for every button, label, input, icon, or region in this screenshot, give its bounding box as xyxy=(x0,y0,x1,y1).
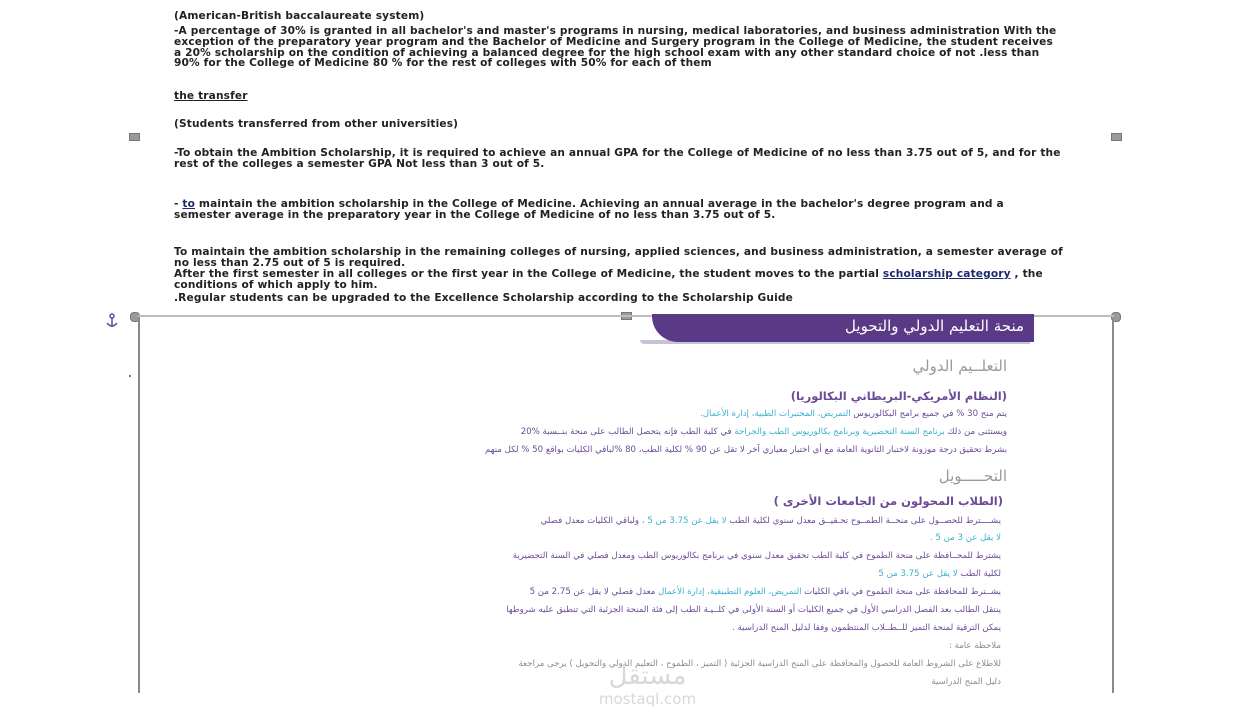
line4-part-a: يشــــترط للحصــول على منحــة الطمــوح تحـقيــق معدل سنوي لكلية الطب xyxy=(726,516,1001,526)
anchor-icon[interactable] xyxy=(104,313,120,329)
line1-part-b: التمريض، المختبرات الطبية، إدارة الأعمال. xyxy=(699,409,851,419)
arabic-line-10: يمكن الترقية لمنحة التميز للــطــلاب المنتظمون وفقا لدليل المنح الدراسية . xyxy=(732,623,1001,633)
para3-prefix: - xyxy=(174,198,183,210)
para5-end: , the conditions of which apply to him. xyxy=(174,268,1043,291)
frame-right-border xyxy=(1112,318,1114,693)
line8-part-c: معدل فصلي لا يقل عن 2.75 من 5 xyxy=(529,587,656,597)
line2-part-c: في كلية الطب فإنه يتحصل الطالب على منحة بنــسبة %20 xyxy=(520,427,735,437)
arabic-line-4 xyxy=(541,516,1001,526)
line1-part-a: يتم منح 30 % في جميع برامج البكالوريوس xyxy=(850,409,1007,419)
line7-part-a: لكلية الطب xyxy=(957,569,1001,579)
transfer-title: the transfer xyxy=(174,90,248,102)
mostaql-watermark xyxy=(575,662,720,712)
watermark-latin: mostaql.com xyxy=(598,690,697,708)
paragraph-ambition-obtain: -To obtain the Ambition Scholarship, it is required to achieve an annual GPA for the College of Medicine of no less than 3.75 out of 5, and for the rest of the colleges a semester GPA Not less than 3 out of 5. xyxy=(174,147,1061,170)
transfer-subtitle: (Students transferred from other universities) xyxy=(174,118,459,130)
paragraph-excellence: .Regular students can be upgraded to the Excellence Scholarship according to the Scholarship Guide xyxy=(174,292,793,304)
resize-handle-top-left[interactable] xyxy=(129,133,140,141)
arabic-line-12: دليل المنح الدراسية xyxy=(931,677,1001,687)
arabic-line-1 xyxy=(700,409,1007,419)
transfer-title-arabic: التحـــــويل xyxy=(938,467,1007,485)
arabic-line-7 xyxy=(878,569,1001,579)
arabic-line-2 xyxy=(521,427,1007,437)
para5-start: After the first semester in all colleges or the first year in the College of Medicine, the student moves to the partial xyxy=(174,268,883,280)
arabic-line-9: ينتقل الطالب بعد الفصل الدراسي الأول في جميع الكليات أو السنة الأولى في كلــيـة الطب إلى فئة المنحة الجزئية التي تنطبق عليه شروطها xyxy=(506,605,1001,615)
general-note-title: ملاحظة عامة : xyxy=(948,641,1001,651)
paragraph-percentage: -A percentage of 30% is granted in all bachelor's and master's programs in nursing, medical laboratories, and business administration With the exception of the preparatory year program and the Bachelor of Medicine and Surgery program in the College of Medicine, the student receives a 20% scholarship on the condition of achieving a balanced degree for the high school exam with any other standard choice of not .less than 90% for the College of Medicine 80 % for the rest of colleges with 50% for each of them xyxy=(174,25,1057,70)
para3-underlined-word: to xyxy=(182,198,196,210)
line2-part-a: ويستثنى من ذلك xyxy=(944,427,1007,437)
arabic-line-5: لا يقل عن 3 من 5 . xyxy=(929,533,1001,543)
intl-education-title: التعلــيم الدولي xyxy=(912,357,1007,375)
arabic-banner xyxy=(652,314,1034,342)
paragraph-ambition-other: To maintain the ambition scholarship in the remaining colleges of nursing, applied sciences, and business administration, a semester average of no less than 2.75 out of 5 is required. xyxy=(174,246,1063,269)
line4-part-c: ولباقي الكليات معدل فصلي xyxy=(540,516,640,526)
paragraph-partial-move xyxy=(174,269,1064,291)
paragraph-ambition-medicine xyxy=(174,199,1064,221)
resize-handle-top-right[interactable] xyxy=(1111,133,1122,141)
line8-part-b: التمريض، العلوم التطبيقية، إدارة الأعمال xyxy=(655,587,802,597)
watermark-arabic: مستقل xyxy=(608,661,687,691)
transfer-subtitle-arabic: (الطلاب المحولون من الجامعات الأخرى ) xyxy=(773,494,1003,508)
line2-part-b: برنامج السنة التحضيرية وبرنامج بكالوريوس الطب والجراحة xyxy=(734,427,945,437)
scholarship-category-link[interactable]: scholarship category xyxy=(882,268,1011,280)
arabic-line-8 xyxy=(530,587,1001,597)
arabic-line-3: بشرط تحقيق درجة موزونة لاختبار الثانوية العامة مع أي اختبار معياري آخر لا تقل عن 90 % لكلية الطب، 80 %لباقي الكليات بواقع 50 % لكل منهم xyxy=(485,445,1007,455)
arabic-line-6: يشترط للمحــافظة على منحة الطموح في كلية الطب تحقيق معدل سنوي في برنامج بكالوريوس الطب ومعدل فصلي في السنة التحضيرية xyxy=(512,551,1001,561)
intl-system-heading: (النظام الأمريكي-البريطاني البكالوريا) xyxy=(790,389,1007,403)
frame-dot xyxy=(129,375,131,377)
line7-part-b: لا يقل عن 3.75 من 5 xyxy=(878,569,958,579)
line8-part-a: يشــترط للمحافظة على منحة الطموح في باقي الكليات xyxy=(801,587,1001,597)
line4-part-b: لا يقل عن 3.75 من 5 ، xyxy=(639,516,727,526)
banner-title: منحة التعليم الدولي والتحويل xyxy=(845,317,1024,335)
frame-left-border xyxy=(138,318,140,693)
para3-rest: maintain the ambition scholarship in the College of Medicine. Achieving an annual average in the bachelor's degree program and a semester average in the preparatory year in the College of Medicine of no less than 3.75 out of 5. xyxy=(174,198,1004,221)
heading-system: (American-British baccalaureate system) xyxy=(174,10,425,22)
arabic-line-11: للاطلاع على الشروط العامة للحصول والمحافظة على المنح الدراسية الجزئية ( التميز ، الطموح ، التعليم الدولي والتحويل ) يرجى مراجعة xyxy=(518,659,1001,669)
